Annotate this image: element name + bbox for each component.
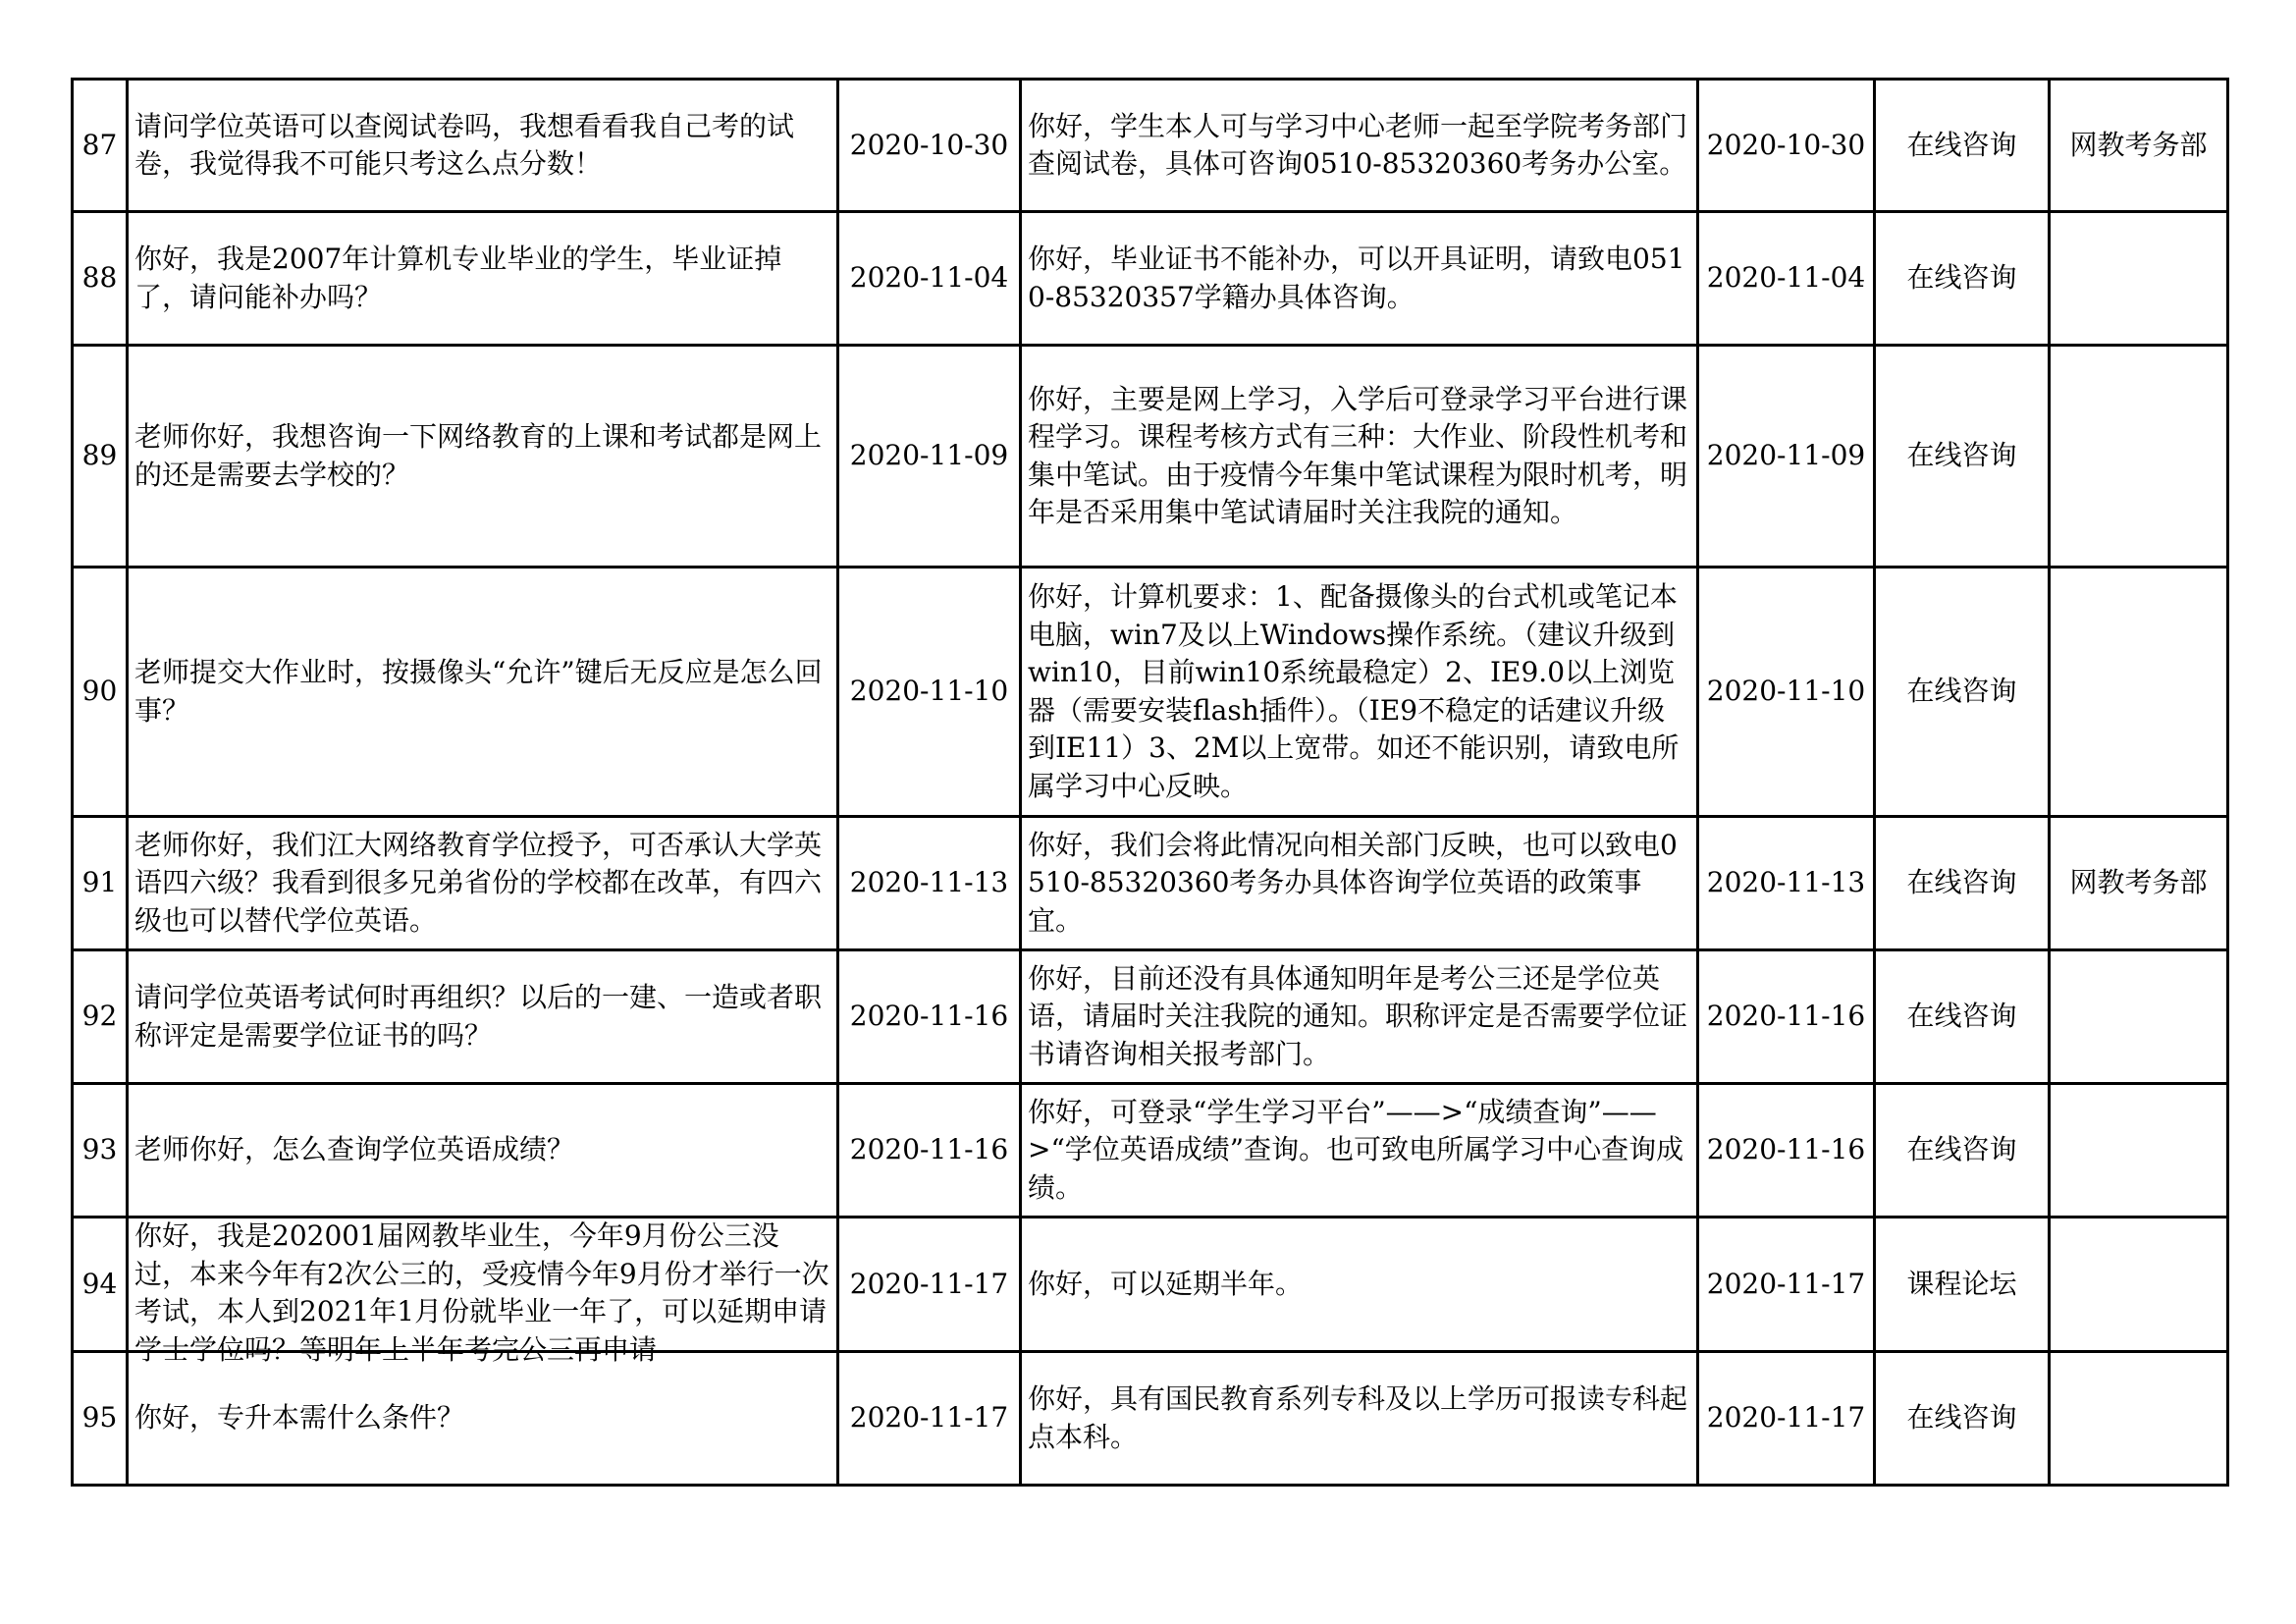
table-row [73,212,2228,346]
question-date: 2020-11-04 [838,212,1021,346]
question-cell: 老师你好，怎么查询学位英语成绩？ [128,1084,838,1218]
row-number: 88 [73,212,128,346]
reply-cell: 你好，具有国民教育系列专科及以上学历可报读专科起点本科。 [1021,1352,1698,1486]
channel-cell: 在线咨询 [1875,817,2050,950]
table-row [73,568,2228,817]
reply-cell: 你好，可登录“学生学习平台”——>“成绩查询”——>“学位英语成绩”查询。也可致电所属学习中心查询成绩。 [1021,1084,1698,1218]
reply-cell: 你好，毕业证书不能补办，可以开具证明，请致电0510-85320357学籍办具体咨询。 [1021,212,1698,346]
question-date: 2020-10-30 [838,80,1021,212]
question-text: 你好，我是202001届网教毕业生，今年9月份公三没过，本来今年有2次公三的，受疫情今年9月份才举行一次考试，本人到2021年1月份就毕业一年了，可以延期申请学士学位吗？等明年上半年考完公三再申请 [134,1219,829,1366]
channel-cell: 在线咨询 [1875,1084,2050,1218]
reply-cell: 你好，计算机要求：1、配备摄像头的台式机或笔记本电脑，win7及以上Windows操作系统。（建议升级到win10，目前win10系统最稳定）2、IE9.0以上浏览器（需要安装flash插件）。（IE9不稳定的话建议升级到IE11）3、2M以上宽带。如还不能识别，请致电所属学习中心反映。 [1021,568,1698,817]
row-number: 95 [73,1352,128,1486]
question-date: 2020-11-10 [838,568,1021,817]
row-number: 92 [73,950,128,1084]
department-cell [2050,568,2228,817]
question-date: 2020-11-17 [838,1352,1021,1486]
channel-cell: 课程论坛 [1875,1218,2050,1352]
table-row [73,80,2228,212]
reply-cell: 你好，学生本人可与学习中心老师一起至学院考务部门查阅试卷，具体可咨询0510-85320360考务办公室。 [1021,80,1698,212]
row-number: 91 [73,817,128,950]
row-number: 90 [73,568,128,817]
row-number: 89 [73,346,128,568]
channel-cell: 在线咨询 [1875,346,2050,568]
consultation-table [71,78,2229,1487]
channel-cell: 在线咨询 [1875,1352,2050,1486]
question-date: 2020-11-16 [838,1084,1021,1218]
table-row [73,817,2228,950]
department-cell [2050,346,2228,568]
table-row [73,346,2228,568]
department-cell: 网教考务部 [2050,80,2228,212]
table-body [73,80,2228,1486]
question-date: 2020-11-09 [838,346,1021,568]
reply-date: 2020-11-13 [1698,817,1875,950]
reply-cell: 你好，主要是网上学习，入学后可登录学习平台进行课程学习。课程考核方式有三种：大作业、阶段性机考和集中笔试。由于疫情今年集中笔试课程为限时机考，明年是否采用集中笔试请届时关注我院的通知。 [1021,346,1698,568]
reply-date: 2020-11-16 [1698,1084,1875,1218]
question-cell: 老师你好，我们江大网络教育学位授予，可否承认大学英语四六级？我看到很多兄弟省份的学校都在改革，有四六级也可以替代学位英语。 [128,817,838,950]
reply-date: 2020-11-04 [1698,212,1875,346]
table-row [73,1352,2228,1486]
reply-date: 2020-10-30 [1698,80,1875,212]
question-date: 2020-11-17 [838,1218,1021,1352]
table-row [73,1218,2228,1352]
reply-cell: 你好，我们会将此情况向相关部门反映，也可以致电0510-85320360考务办具体咨询学位英语的政策事宜。 [1021,817,1698,950]
department-cell [2050,1084,2228,1218]
question-cell: 你好，专升本需什么条件？ [128,1352,838,1486]
reply-date: 2020-11-16 [1698,950,1875,1084]
question-cell: 你好，我是2007年计算机专业毕业的学生，毕业证掉了，请问能补办吗？ [128,212,838,346]
reply-date: 2020-11-10 [1698,568,1875,817]
department-cell [2050,1218,2228,1352]
reply-date: 2020-11-17 [1698,1218,1875,1352]
department-cell: 网教考务部 [2050,817,2228,950]
reply-date: 2020-11-09 [1698,346,1875,568]
question-cell: 请问学位英语可以查阅试卷吗，我想看看我自己考的试卷，我觉得我不可能只考这么点分数！ [128,80,838,212]
department-cell [2050,1352,2228,1486]
channel-cell: 在线咨询 [1875,950,2050,1084]
row-number: 93 [73,1084,128,1218]
question-date: 2020-11-13 [838,817,1021,950]
department-cell [2050,212,2228,346]
question-cell: 老师你好，我想咨询一下网络教育的上课和考试都是网上的还是需要去学校的？ [128,346,838,568]
reply-date: 2020-11-17 [1698,1352,1875,1486]
row-number: 87 [73,80,128,212]
channel-cell: 在线咨询 [1875,568,2050,817]
table-row [73,950,2228,1084]
question-cell: 老师提交大作业时，按摄像头“允许”键后无反应是怎么回事？ [128,568,838,817]
question-date: 2020-11-16 [838,950,1021,1084]
channel-cell: 在线咨询 [1875,80,2050,212]
question-cell [128,1218,838,1366]
department-cell [2050,950,2228,1084]
row-number: 94 [73,1218,128,1352]
reply-cell: 你好，可以延期半年。 [1021,1218,1698,1352]
channel-cell: 在线咨询 [1875,212,2050,346]
question-cell: 请问学位英语考试何时再组织？以后的一建、一造或者职称评定是需要学位证书的吗？ [128,950,838,1084]
table-row [73,1084,2228,1218]
reply-cell: 你好，目前还没有具体通知明年是考公三还是学位英语，请届时关注我院的通知。职称评定是否需要学位证书请咨询相关报考部门。 [1021,950,1698,1084]
